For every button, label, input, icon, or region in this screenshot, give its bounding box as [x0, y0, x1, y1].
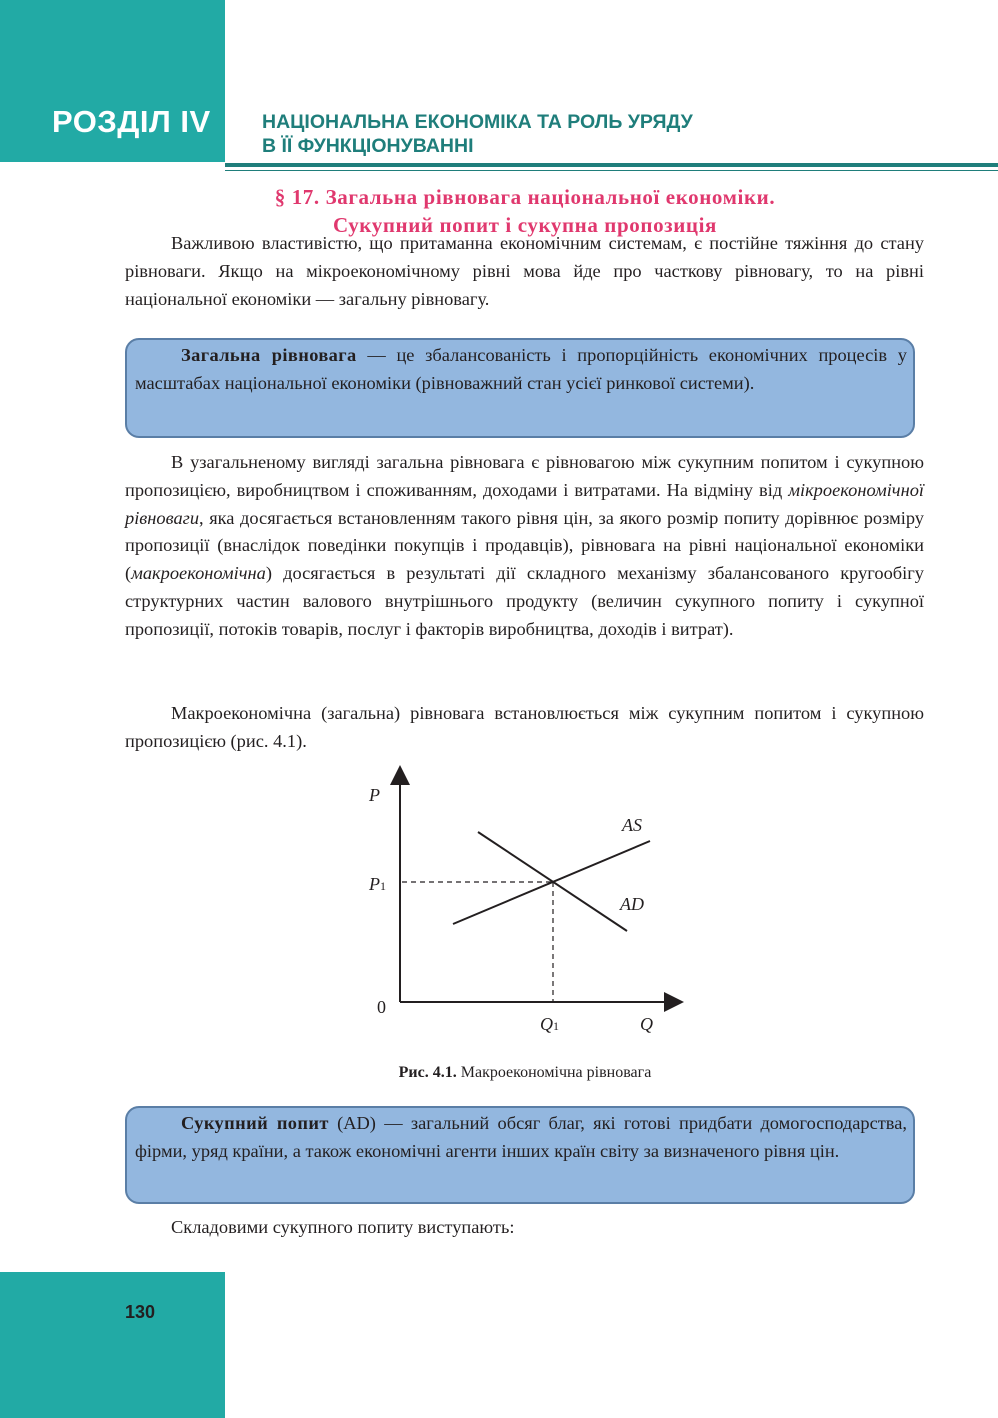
- origin-label: 0: [377, 997, 386, 1017]
- page-number: 130: [125, 1302, 156, 1322]
- header-rule-thin: [225, 170, 998, 171]
- definition-term: Сукупний попит: [181, 1113, 329, 1133]
- figure-caption-number: Рис. 4.1.: [398, 1064, 457, 1081]
- p1-label: [368, 874, 386, 894]
- chapter-title: [262, 110, 693, 158]
- page-number-tab: [0, 1272, 225, 1418]
- ad-curve: [478, 832, 627, 931]
- p1-label-main: P: [369, 874, 380, 894]
- q1-label-main: Q: [540, 1014, 553, 1034]
- figure-caption: [125, 1064, 925, 1082]
- definition-box-general-equilibrium: [125, 338, 915, 438]
- definition-box-aggregate-demand: [125, 1106, 915, 1204]
- paragraph-2: [125, 449, 924, 644]
- definition-term: Загальна рівновага: [181, 345, 357, 365]
- paragraph-2-part-c: ) досягається в результаті дії складного механізму збалансованого кругообігу структурних частин валового внутрішнього продукту (величин сукупного попиту і сукупної пропозиції, потоків товарів, послуг і факторів виробництва, доходів і витрат).: [125, 563, 924, 639]
- definition-body: — це збалансованість і пропорційність економічних процесів у масштабах національної економіки (рівноважний стан усієї ринкової системи).: [135, 345, 907, 393]
- paragraph-2-emphasis-1: мікроекономічної рівноваги: [125, 479, 924, 528]
- paragraph-4: Складовими сукупного попиту виступають:: [171, 1217, 515, 1237]
- chapter-title-line-1: НАЦІОНАЛЬНА ЕКОНОМІКА ТА РОЛЬ УРЯДУ: [262, 111, 693, 133]
- x-axis-label: Q: [640, 1014, 653, 1034]
- paragraph-2-part-a: В узагальненому вигляді загальна рівновага є рівновагою між сукупним попитом і сукупною пропозицією, виробництвом і споживанням, доходами і витратами. На відміну від: [125, 452, 924, 500]
- equilibrium-diagram: [340, 765, 700, 1050]
- paragraph-2-part-b: , яка досягається встановленням такого рівня цін, за якого розмір попиту дорівнює розміру пропозиції (внаслідок поведінки покупців і продавців), рівновага на рівні національної економіки (: [125, 507, 924, 584]
- paragraph-3: Макроекономічна (загальна) рівновага встановлюється між сукупним попитом і сукупною пропозицією (рис. 4.1).: [125, 703, 924, 751]
- p1-label-sub: 1: [380, 879, 386, 893]
- q1-label: [540, 1014, 559, 1034]
- y-axis-label: P: [369, 785, 380, 805]
- figure-caption-text: Макроекономічна рівновага: [456, 1064, 652, 1081]
- section-title-line-1: § 17. Загальна рівновага національної економіки.: [274, 185, 776, 209]
- paragraph-2-emphasis-2: макроекономічна: [131, 563, 266, 584]
- chapter-label: РОЗДІЛ IV: [52, 104, 211, 139]
- definition-text: [135, 1110, 913, 1166]
- definition-body: (AD) — загальний обсяг благ, які готові придбати домогосподарства, фірми, уряд країни, а також економічні агенти інших країн світу за визначеного рівня цін.: [135, 1113, 908, 1161]
- ad-curve-label: AD: [620, 894, 644, 914]
- header-rule: [225, 163, 998, 167]
- q1-label-sub: 1: [553, 1019, 559, 1033]
- definition-text: [135, 342, 913, 398]
- paragraph-1: Важливою властивістю, що притаманна економічним системам, є постійне тяжіння до стану рівноваги. Якщо на мікроекономічному рівні мова йде про часткову рівновагу, то на рівні національної економіки — загальну рівновагу.: [125, 233, 924, 309]
- as-curve-label: AS: [622, 815, 642, 835]
- chapter-title-line-2: В ЇЇ ФУНКЦІОНУВАННІ: [262, 135, 474, 157]
- section-title-line-2: Сукупний попит і сукупна пропозиція: [332, 213, 718, 237]
